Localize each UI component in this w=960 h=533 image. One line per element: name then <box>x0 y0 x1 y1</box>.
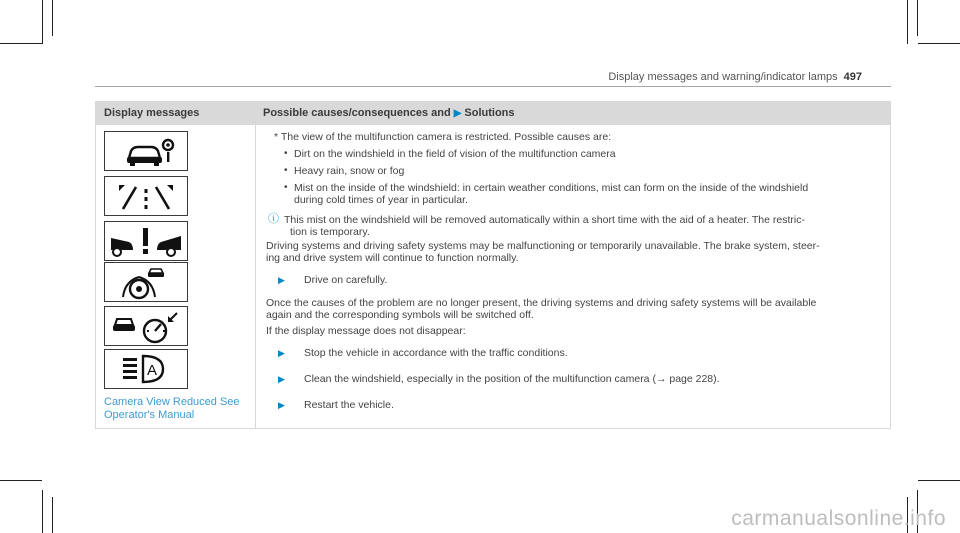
paragraph: Once the causes of the problem are no longer present, the driving systems and driving safety systems will be available <box>266 297 817 309</box>
col-header-solutions-text: Solutions <box>464 107 515 119</box>
camera-car-icon <box>104 131 188 171</box>
windshield-view-icon <box>104 176 188 216</box>
crop-mark <box>918 480 960 481</box>
crop-mark <box>42 490 43 533</box>
intro-text: * The view of the multifunction camera is restricted. Possible causes are: <box>274 131 612 143</box>
step-item: ▶ Restart the vehicle. <box>304 399 394 411</box>
info-icon: ⓘ <box>268 213 279 225</box>
steering-assist-icon <box>104 262 188 302</box>
crop-mark <box>42 0 43 44</box>
crop-mark <box>917 0 918 36</box>
col-header-causes <box>263 107 515 119</box>
auto-headlamp-icon <box>104 349 188 389</box>
car-warning-icon <box>104 221 188 261</box>
step-item: ▶ Clean the windshield, especially in the position of the multifunction camera (→ page 228). <box>304 373 720 385</box>
column-divider <box>255 102 256 428</box>
page-number: 497 <box>843 71 862 83</box>
crop-mark <box>52 0 53 36</box>
message-label: Camera View Reduced See Operator's Manual <box>104 396 240 421</box>
col-header-messages: Display messages <box>104 107 200 119</box>
paragraph-cont: again and the corresponding symbols will be switched off. <box>266 309 534 321</box>
svg-text:A: A <box>147 362 158 379</box>
paragraph: Driving systems and driving safety systems may be malfunctioning or temporarily unavailable. The brake system, steer- <box>266 240 820 252</box>
cause-item-cont: during cold times of year in particular. <box>294 194 468 206</box>
header-rule <box>95 86 891 87</box>
cause-item: • Mist on the inside of the windshield: in certain weather conditions, mist can form on the inside of the windshield <box>294 182 808 194</box>
note-text: This mist on the windshield will be removed automatically within a short time with the aid of a heater. The restric- <box>284 214 805 226</box>
step-item: ▶ Drive on carefully. <box>304 274 387 286</box>
distance-assist-icon <box>104 306 188 346</box>
crop-mark <box>907 0 908 44</box>
note-text-cont: tion is temporary. <box>290 226 370 238</box>
col-header-causes-text: Possible causes/consequences and <box>263 107 451 119</box>
crop-mark <box>918 43 960 44</box>
table-header <box>96 102 890 125</box>
cause-item: • Heavy rain, snow or fog <box>294 165 404 177</box>
running-header <box>608 71 862 83</box>
step-item: ▶ Stop the vehicle in accordance with the traffic conditions. <box>304 347 568 359</box>
crop-mark <box>52 497 53 533</box>
crop-mark <box>0 480 42 481</box>
arrow-icon: ▶ <box>453 108 462 119</box>
header-title: Display messages and warning/indicator lamps <box>608 71 838 83</box>
watermark: carmanualsonline.info <box>731 507 946 530</box>
crop-mark <box>0 43 42 44</box>
display-messages-table <box>95 101 891 429</box>
paragraph: If the display message does not disappear: <box>266 325 466 337</box>
paragraph-cont: ing and drive system will continue to function normally. <box>266 252 519 264</box>
cause-item: • Dirt on the windshield in the field of vision of the multifunction camera <box>294 148 616 160</box>
